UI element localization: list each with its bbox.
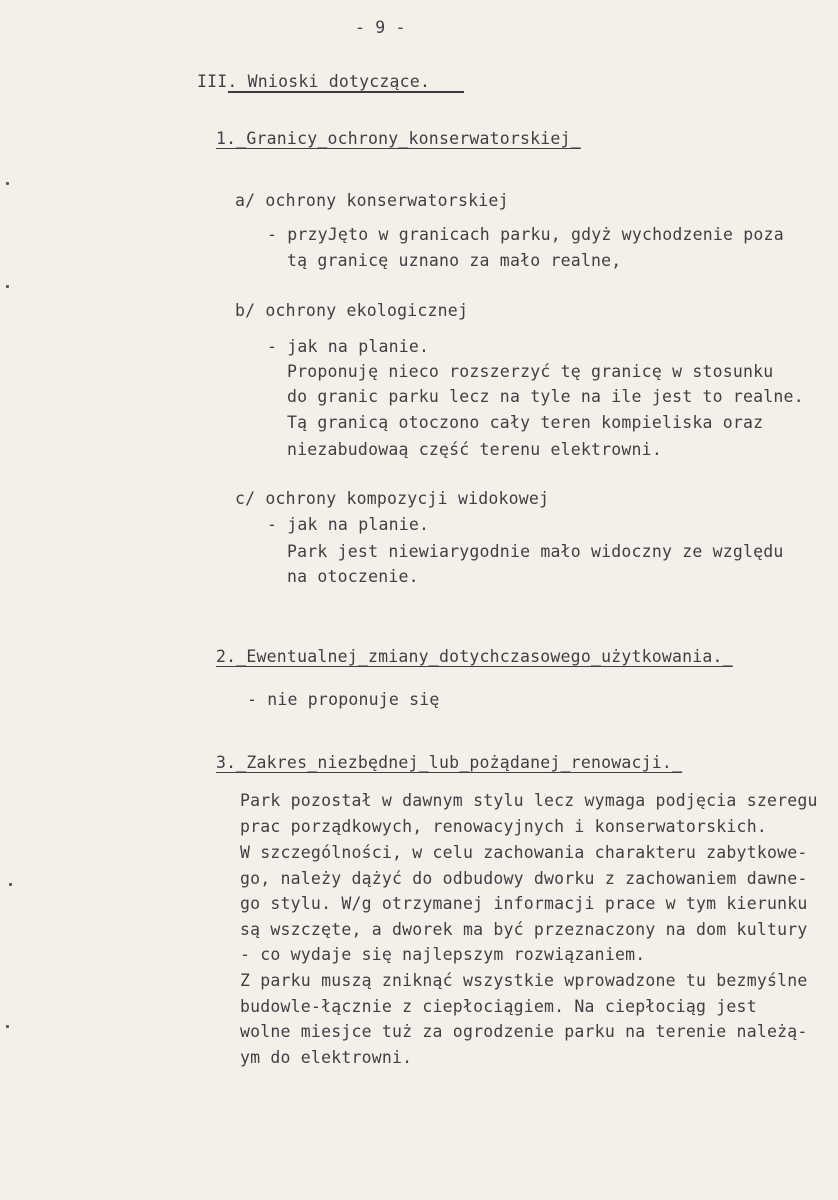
item1-a-line: - przyJęto w granicach parku, gdyż wychodzenie poza (267, 225, 784, 244)
punch-mark (6, 182, 9, 185)
section-title-underline (228, 91, 464, 93)
punch-mark (6, 1025, 9, 1028)
item3-line: prac porządkowych, renowacyjnych i konserwatorskich. (240, 817, 767, 836)
item3-line: - co wydaje się najlepszym rozwiązaniem. (240, 945, 646, 964)
page-number: - 9 - (355, 18, 406, 37)
item3-line: wolne miesjce tuż za ogrodzenie parku na terenie należą- (240, 1022, 808, 1041)
item3-line: Park pozostał w dawnym stylu lecz wymaga podjęcia szeregu (240, 791, 818, 810)
item1-c-line: - jak na planie. (267, 515, 430, 534)
item1-b-line: Tą granicą otoczono cały teren kompieliska oraz (287, 413, 764, 432)
item3-line: ym do elektrowni. (240, 1048, 413, 1067)
item1-b-line: niezabudowaą część terenu elektrowni. (287, 440, 662, 459)
item1-b-label: b/ ochrony ekologicznej (235, 301, 469, 320)
item2-line: - nie proponuje się (247, 690, 440, 709)
item1-c-line: Park jest niewiarygodnie mało widoczny ze względu (287, 542, 784, 561)
item1-b-line: Proponuję nieco rozszerzyć tę granicę w stosunku (287, 362, 774, 381)
item3-line: są wszczęte, a dworek ma być przeznaczony na dom kultury (240, 920, 808, 939)
item3-line: go, należy dążyć do odbudowy dworku z zachowaniem dawne- (240, 869, 808, 888)
item1-c-label: c/ ochrony kompozycji widokowej (235, 489, 550, 508)
item1-heading: 1._Granicy_ochrony_konserwatorskiej_ (216, 129, 581, 148)
item1-c-line: na otoczenie. (287, 567, 419, 586)
item1-b-line: do granic parku lecz na tyle na ile jest to realne. (287, 387, 804, 406)
item3-heading: 3._Zakres_niezbędnej_lub_pożądanej_renowacji._ (216, 753, 683, 772)
item1-b-line: - jak na planie. (267, 337, 430, 356)
item3-line: W szczególności, w celu zachowania charakteru zabytkowe- (240, 843, 808, 862)
item3-line: Z parku muszą zniknąć wszystkie wprowadzone tu bezmyślne (240, 971, 808, 990)
item2-heading: 2._Ewentualnej_zmiany_dotychczasowego_użytkowania._ (216, 647, 733, 666)
item1-a-line: tą granicę uznano za mało realne, (287, 251, 622, 270)
section-title: III. Wnioski dotyczące. (197, 72, 431, 91)
item1-a-label: a/ ochrony konserwatorskiej (235, 191, 509, 210)
item3-line: go stylu. W/g otrzymanej informacji prace w tym kierunku (240, 894, 808, 913)
punch-mark (6, 285, 9, 288)
item3-line: budowle-łącznie z ciepłociągiem. Na ciepłociąg jest (240, 997, 757, 1016)
punch-mark (9, 883, 12, 886)
